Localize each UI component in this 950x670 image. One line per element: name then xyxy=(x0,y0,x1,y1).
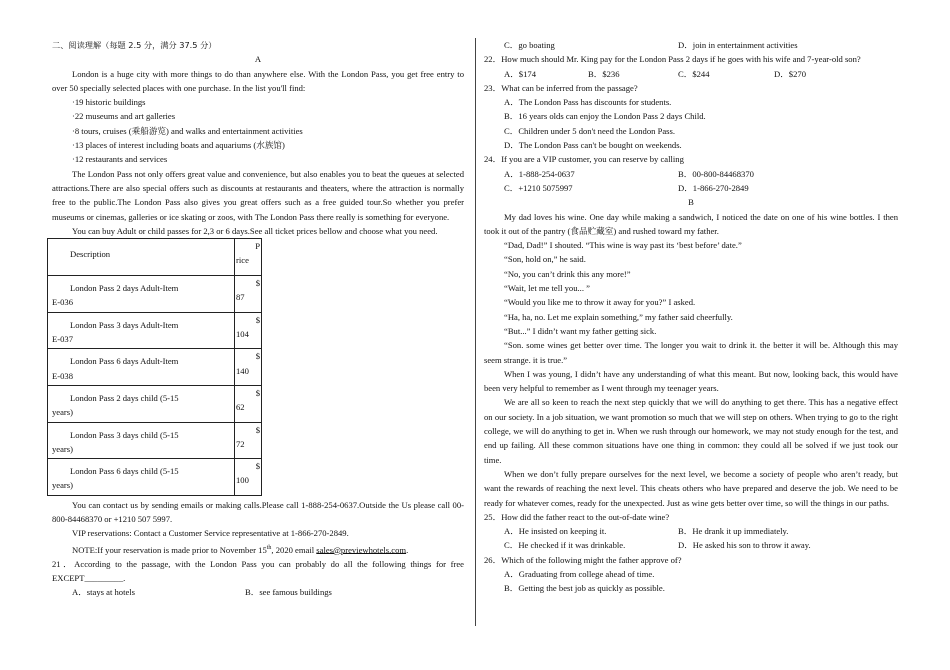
table-header-price: P rice xyxy=(235,239,262,276)
question-25-options-row xyxy=(484,524,898,538)
table-row xyxy=(48,422,262,459)
option: B．see famous buildings xyxy=(245,587,332,598)
question-24-stem: 24．If you are a VIP customer, you can reserve by calling xyxy=(484,154,684,165)
option: C．go boating xyxy=(504,40,555,50)
list-item: ·22 museums and art galleries xyxy=(72,111,176,122)
table-cell-price: $ 87 xyxy=(235,276,262,313)
table-row xyxy=(48,312,262,349)
table-cell-price: $ 62 xyxy=(235,385,262,422)
passage-b-paragraph: When we don’t fully prepare ourselves for the next level, we become a society of people who aren’t ready, but want the rewards of reaching the next level. This cheats others who have prepared and deserve the job. We need to be ready for whatever comes, ready for the unexpected. Just as wine gets better over time, so will the things in our paths. xyxy=(484,468,898,508)
question-22-stem: 22．How much should Mr. King pay for the London Pass 2 days if he goes with his wife and 7-year-old son? xyxy=(484,54,861,65)
question-26-stem: 26．Which of the following might the father approve of? xyxy=(484,554,682,565)
option: A．1-888-254-0637 xyxy=(504,168,575,179)
option: A．$174 xyxy=(504,68,536,79)
list-item: ·19 historic buildings xyxy=(72,97,146,108)
table-cell-description: London Pass 2 days Adult-Item E-036 xyxy=(48,276,235,313)
option: C．He checked if it was drinkable. xyxy=(504,540,626,551)
column-divider xyxy=(475,38,476,626)
question-24-options-row xyxy=(484,167,898,181)
question-21-stem: 21．According to the passage, with the London Pass you can probably do all the following things for free EXCEPT_________. xyxy=(52,558,464,584)
question-24-options-row xyxy=(484,181,898,195)
table-cell-description: London Pass 3 days Adult-Item E-037 xyxy=(48,312,235,349)
question-21-options-row xyxy=(52,585,464,599)
option: A．He insisted on keeping it. xyxy=(504,526,607,537)
passage-a-label: A xyxy=(254,54,262,65)
option: C．$244 xyxy=(678,68,710,79)
vip-reservations: VIP reservations: Contact a Customer Service representative at 1-866-270-2849. xyxy=(72,528,349,539)
table-cell-description: London Pass 6 days Adult-Item E-038 xyxy=(48,349,235,386)
passage-b-paragraph: “Son. some wines get better over time. The longer you wait to drink it. the better it will be. Although this may seem strange. it is true.” xyxy=(484,340,898,365)
passage-b-paragraph: “Son, hold on,” he said. xyxy=(504,254,586,265)
option: B．00-800-84468370 xyxy=(678,168,754,179)
table-row xyxy=(48,276,262,313)
passage-a-paragraph-3: You can buy Adult or child passes for 2,3 or 6 days.See all ticket prices bellow and choose what you need. xyxy=(72,225,438,236)
option: D．1-866-270-2849 xyxy=(678,182,749,193)
option: D．$270 xyxy=(774,68,806,79)
table-cell-price: $ 72 xyxy=(235,422,262,459)
table-cell-price: $ 104 xyxy=(235,312,262,349)
ticket-price-table xyxy=(47,238,262,496)
option: B．He drank it up immediately. xyxy=(678,526,789,537)
passage-b-paragraph: “No, you can’t drink this any more!” xyxy=(504,268,631,279)
passage-b-paragraph: My dad loves his wine. One day while making a sandwich, I noticed the date on one of his wine bottles. I then took it out of the pantry (食品贮藏室) and rushed toward my father. xyxy=(484,211,898,236)
option: D．join in entertainment activities xyxy=(678,40,798,50)
question-22-options-row xyxy=(484,67,898,81)
table-cell-description: London Pass 2 days child (5-15 years) xyxy=(48,385,235,422)
list-item: ·12 restaurants and services xyxy=(72,154,168,165)
passage-a-intro: London is a huge city with more things to do than anywhere else. With the London Pass, you get free entry to over 50 specially selected places with one purchase. In the list you'll find: xyxy=(52,68,464,93)
passage-b-paragraph: When I was young, I didn’t have any understanding of what this meant. But now, looking back, this would have been very helpful to remember as I went through my teenager years. xyxy=(484,368,898,394)
table-header-row xyxy=(48,239,262,276)
option: B．Getting the best job as quickly as possible. xyxy=(504,583,665,594)
option: A．Graduating from college ahead of time. xyxy=(504,568,655,579)
question-25-stem: 25．How did the father react to the out-of-date wine? xyxy=(484,511,670,522)
option: C．Children under 5 don't need the London Pass. xyxy=(504,125,676,136)
passage-b-paragraph: “Wait, let me tell you... ” xyxy=(504,283,590,294)
option: D．The London Pass can't be bought on weekends. xyxy=(504,140,682,151)
reservation-note: NOTE:If your reservation is made prior to November 15th, 2020 email sales@previewhotels.com. xyxy=(72,544,409,555)
question-21-options-row xyxy=(484,38,898,52)
table-cell-description: London Pass 3 days child (5-15 years) xyxy=(48,422,235,459)
section-title: 二、阅读理解（每题 2.5 分，满分 37.5 分） xyxy=(52,40,217,50)
table-row xyxy=(48,385,262,422)
passage-b-paragraph: “Dad, Dad!” I shouted. “This wine is way past its ‘best before’ date.” xyxy=(504,240,742,251)
passage-b-label: B xyxy=(688,197,694,208)
table-row xyxy=(48,349,262,386)
table-cell-price: $ 100 xyxy=(235,459,262,496)
passage-a-paragraph-2: The London Pass not only offers great value and convenience, but also enables you to beat the queues at selected attractions.There are also special offers such as discounts at restaurants and theaters, where the attraction is normally free to the public.The London Pass also gives you great offers such as a free guided tour.So whether you prefer museums or cinemas, galleries or ice skating or zoos, with The London Pass there really is something for everyone. xyxy=(52,168,464,222)
question-25-options-row xyxy=(484,538,898,552)
table-cell-price: $ 140 xyxy=(235,349,262,386)
option: A．stays at hotels xyxy=(72,587,136,598)
right-column xyxy=(484,38,898,596)
table-cell-description: London Pass 6 days child (5-15 years) xyxy=(48,459,235,496)
question-23-stem: 23．What can be inferred from the passage? xyxy=(484,82,638,93)
option: A．The London Pass has discounts for students. xyxy=(504,97,672,108)
table-row xyxy=(48,459,262,496)
table-header-description: Description xyxy=(48,239,235,276)
list-item: ·13 places of interest including boats and aquariums (水族馆) xyxy=(72,140,285,151)
option: D．He asked his son to throw it away. xyxy=(678,540,811,551)
option: C．+1210 5075997 xyxy=(504,182,573,193)
passage-b-paragraph: “But...” I didn’t want my father getting sick. xyxy=(504,325,657,336)
passage-b-paragraph: We are all so keen to reach the next step quickly that we will do anything to get there. This has a negative effect on our society. In a job situation, we want promotion so much that we will step on others. When trying to go to the right college, we will do anything to get in. When we rush through our homework, we may not study enough for the test, and end up failing. All these common situations have one thing in common: they could all be solved if we just took our time. xyxy=(484,397,898,465)
list-item: ·8 tours, cruises (乘船游览) and walks and entertainment activities xyxy=(72,125,303,136)
passage-b-paragraph: “Ha, ha, no. Let me explain something,” my father said cheerfully. xyxy=(504,311,733,322)
contact-paragraph: You can contact us by sending emails or making calls.Please call 1-888-254-0637.Outside the Us please call 00-800-84468370 or +1210 507 5997. xyxy=(52,499,464,525)
email-link[interactable]: sales@previewhotels.com xyxy=(316,544,407,555)
passage-b-paragraph: “Would you like me to throw it away for you?” I asked. xyxy=(504,297,696,308)
option: B．$236 xyxy=(588,68,620,79)
left-column xyxy=(52,38,464,600)
option: B．16 years olds can enjoy the London Pass 2 days Child. xyxy=(504,111,706,122)
